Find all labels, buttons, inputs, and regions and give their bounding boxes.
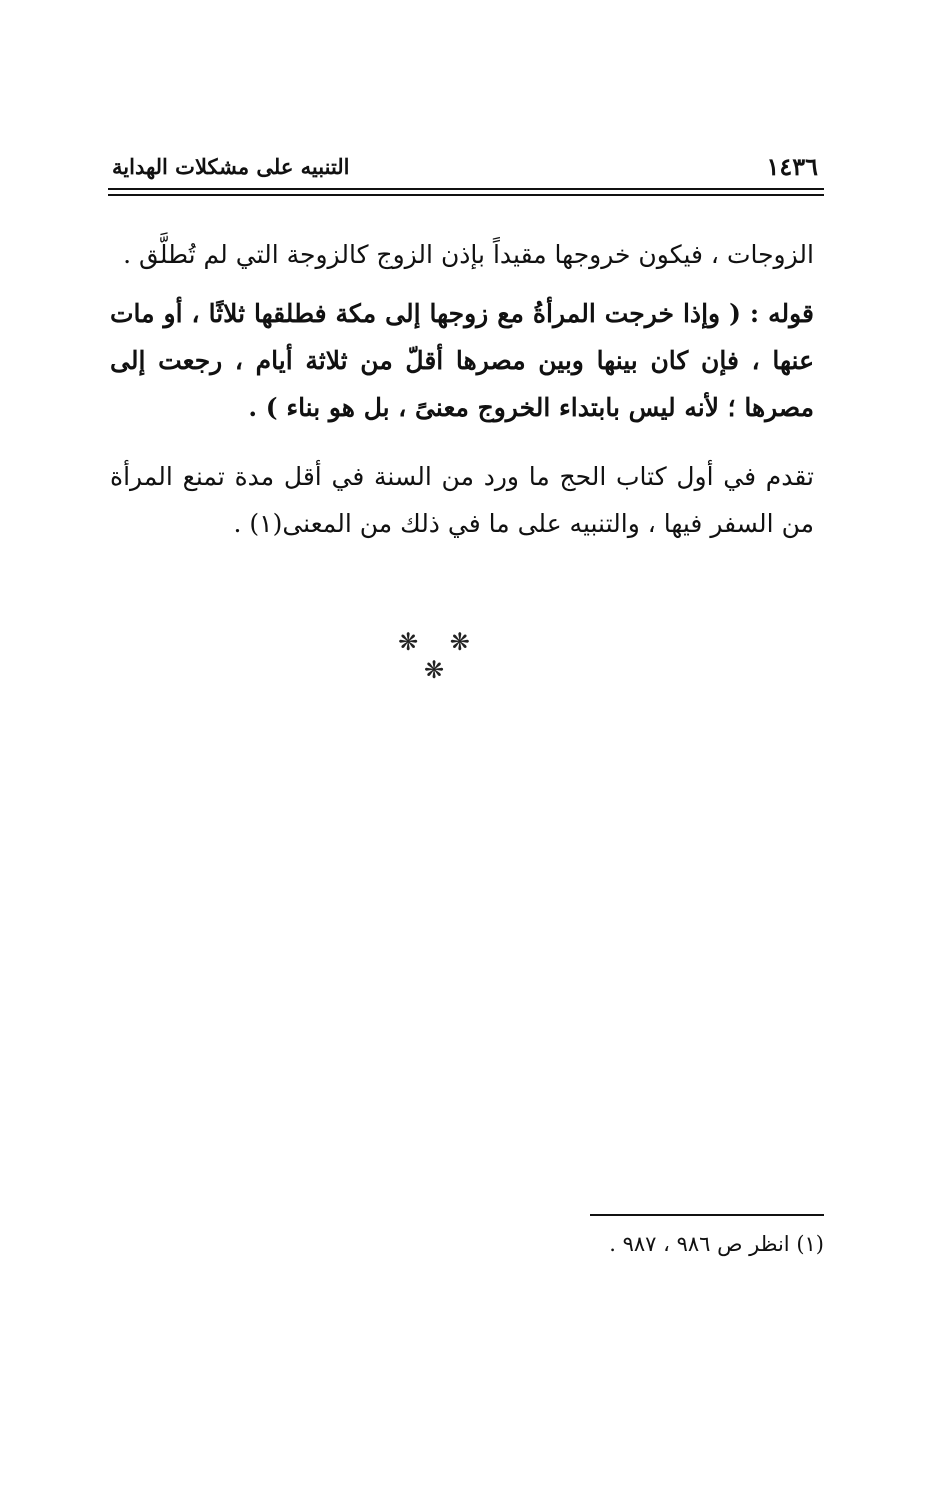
footnote-1: (١) انظر ص ٩٨٦ ، ٩٨٧ . xyxy=(609,1232,824,1256)
paragraph-3 xyxy=(110,453,814,547)
paragraph-2-quote xyxy=(110,290,814,431)
header-rule-top xyxy=(108,188,824,190)
footnote-rule xyxy=(590,1214,824,1216)
section-separator-stars: ❋ ❋ ❋ xyxy=(398,628,482,684)
running-title: التنبيه على مشكلات الهداية xyxy=(112,154,350,179)
paragraph-1 xyxy=(110,231,814,278)
paragraph-2-text: قوله : ( وإذا خرجت المرأةُ مع زوجها إلى مكة فطلقها ثلاثًا ، أو مات عنها ، فإن كان بينها وبين مصرها أقلّ من ثلاثة أيام ، رجعت إلى مصرها ؛ لأنه ليس بابتداء الخروج معنىً ، بل هو بناء ) . xyxy=(110,299,814,422)
paragraph-3-text: تقدم في أول كتاب الحج ما ورد من السنة في أقل مدة تمنع المرأة من السفر فيها ، والتنبيه على ما في ذلك من المعنى(١) . xyxy=(110,462,814,538)
page-number: ١٤٣٦ xyxy=(766,152,818,181)
header-rule-bottom xyxy=(108,194,824,196)
paragraph-1-text: الزوجات ، فيكون خروجها مقيداً بإذن الزوج كالزوجة التي لم تُطلَّق . xyxy=(123,240,814,269)
page-header xyxy=(108,146,824,186)
